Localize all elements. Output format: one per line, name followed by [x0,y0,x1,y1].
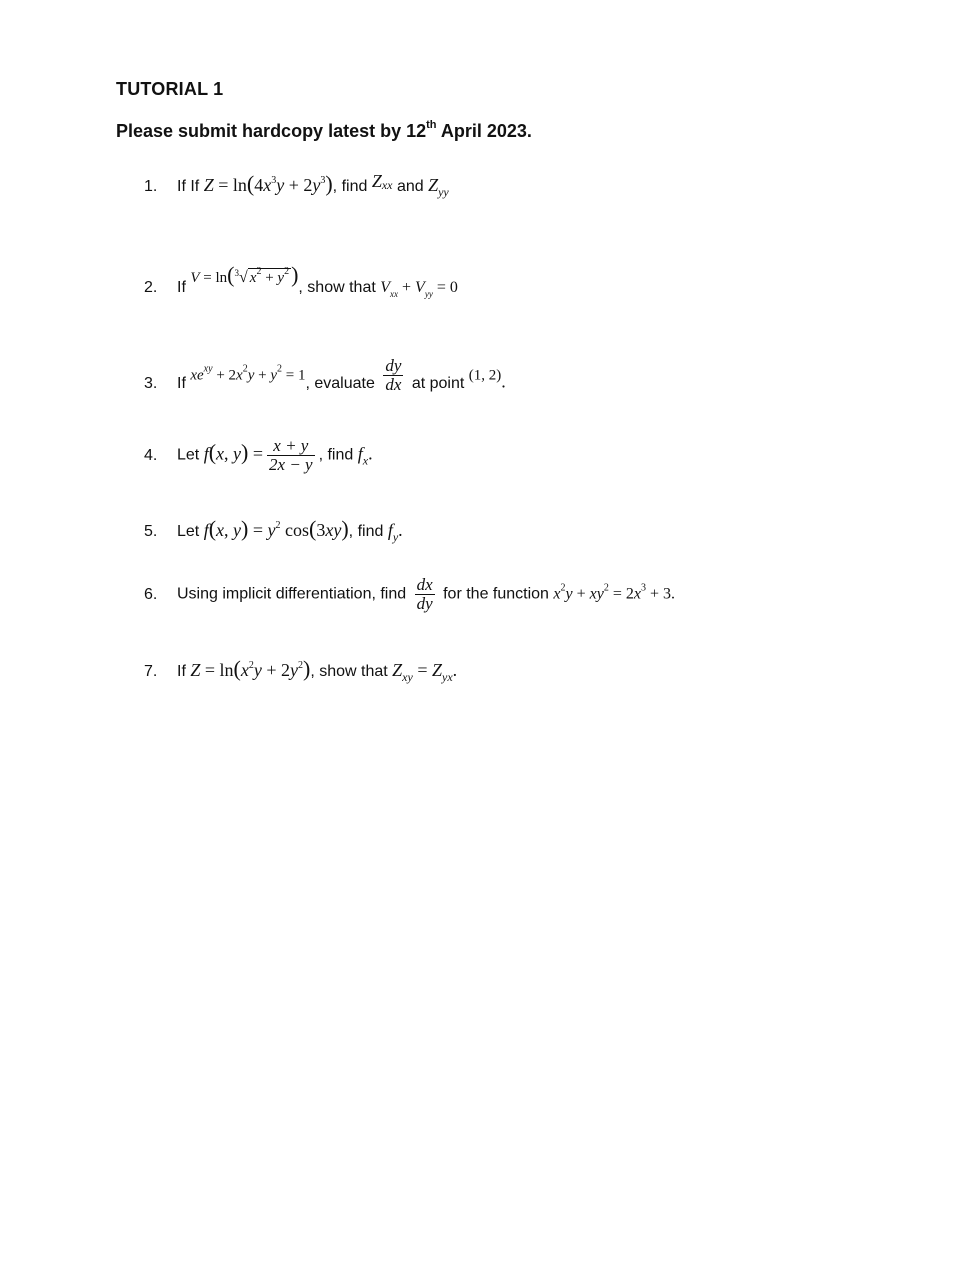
question-number: 1. [144,178,158,195]
for-function-text: for the function [443,585,549,603]
dy-dx-fraction: $\frac{dy}{dx}$ [385,356,402,394]
deadline-ordinal: th [426,119,437,131]
question-number: 4. [144,446,158,464]
question-2: 2. If V = ln($^3$√ $x^2 + y^2$), show that $V_{xx} + V_{yy} = 0$ [144,262,458,299]
question-7: 7. If $Z = \ln(x^2y + 2y^2)$, show that $Z_{xy} = Z_{yx}$. [144,656,458,684]
submission-deadline [116,121,532,142]
question-number: 7. [144,663,158,680]
question-prefix: Let [177,446,200,464]
and-text: and [396,178,424,195]
function-fraction: $\frac{x + y}{2x - y}$ [269,436,313,474]
find-text: , find [332,178,368,195]
question-1: 1. If If $Z = \ln(4x^3y + 2y^3)$, find Zxx and $Z_{yy}$ [144,171,449,199]
question-number: 2. [144,279,158,296]
question-3: 3. If $xe^{xy} + 2x^2y + y^2 = 1$, evaluate $\frac{dy}{dx}$ at point (1, 2). [144,356,506,394]
question-6: 6. Using implicit differentiation, find $\frac{dx}{dy}$ for the function $x^2y + xy^2 = 2x^3 + 3$. [144,575,676,613]
deadline-text: Please submit hardcopy latest by 12 [116,121,427,141]
question-number: 6. [144,585,158,603]
question-prefix: If If [177,178,200,195]
find-text: , find [348,523,384,540]
question-prefix: If [177,663,186,680]
page-title: TUTORIAL 1 [116,79,224,99]
question-prefix: Let [177,523,200,540]
point-value: (1, 2) [468,367,502,384]
show-text: , show that [298,279,376,296]
deadline-end: April 2023. [436,121,532,141]
question-4: 4. Let f(x, y) = $\frac{x + y}{2x - y}$ , find $f_x$. [144,436,373,474]
equation-z: Z [203,175,214,195]
question-5: 5. Let f(x, $y) = y^2$ cos(3xy), find $f_y$. [144,516,403,544]
question-prefix: If [177,279,186,296]
question-prefix: If [177,374,186,392]
find-text: , find [318,446,354,464]
dx-dy-fraction: $\frac{dx}{dy}$ [416,575,433,613]
show-text: , show that [310,663,388,680]
question-number: 5. [144,523,158,540]
at-point-text: at point [411,374,465,392]
evaluate-text: , evaluate [305,374,375,392]
question-number: 3. [144,374,158,392]
question-prefix: Using implicit differentiation, find [177,585,407,603]
